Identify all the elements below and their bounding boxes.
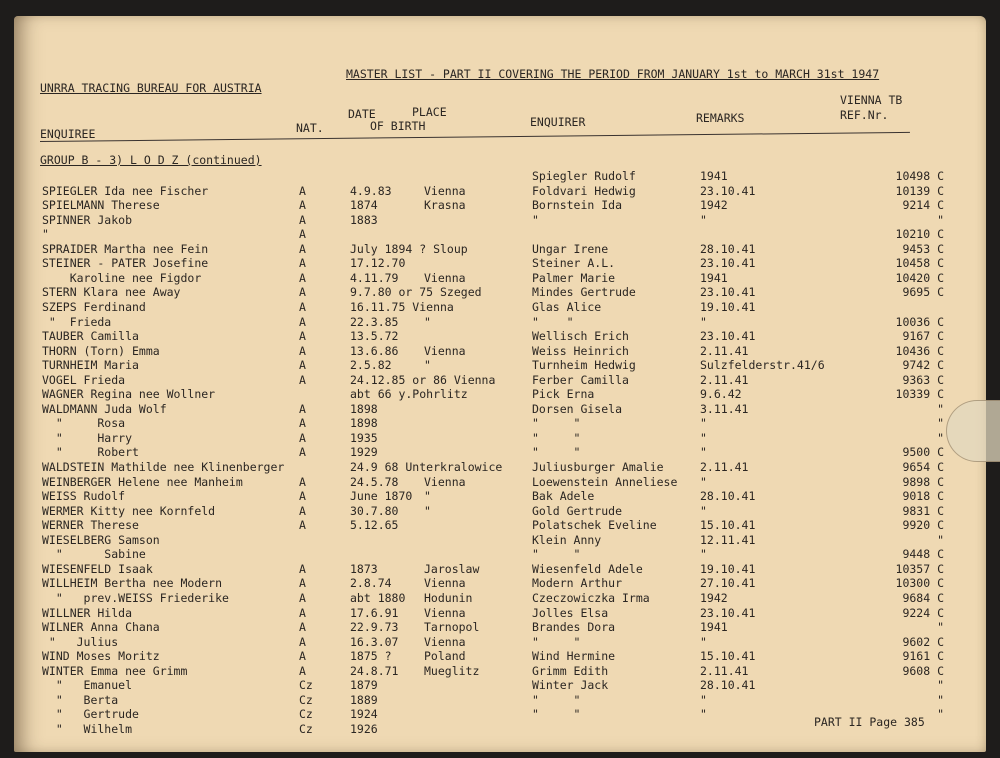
cell-name: " Berta — [42, 692, 119, 707]
cell-ref: 10139 C — [895, 183, 944, 198]
cell-name: " prev.WEISS Friederike — [42, 590, 229, 605]
cell-remarks: 23.10.41 — [700, 183, 756, 198]
cell-name: " Robert — [42, 445, 139, 460]
column-enquirer: ENQUIRER — [530, 115, 586, 129]
cell-place: Krasna — [424, 198, 466, 213]
cell-remarks: 23.10.41 — [700, 605, 756, 620]
table-row — [14, 693, 986, 707]
cell-ref: 10210 C — [895, 227, 944, 242]
cell-nat: A — [299, 518, 306, 533]
cell-name: STEINER - PATER Josefine — [42, 256, 209, 271]
cell-name: WIESENFELD Isaak — [42, 561, 153, 576]
cell-nat: A — [299, 445, 306, 460]
cell-name: TURNHEIM Maria — [42, 358, 139, 373]
cell-remarks: " — [700, 445, 707, 460]
cell-enquirer: Weiss Heinrich — [532, 343, 629, 358]
table-row — [14, 402, 986, 416]
table-row — [14, 256, 986, 270]
cell-remarks: 1941 — [700, 620, 728, 635]
cell-nat: A — [299, 634, 306, 649]
cell-enquirer: Jolles Elsa — [532, 605, 609, 620]
cell-ref: 10436 C — [895, 343, 944, 358]
cell-place: Vienna — [424, 474, 466, 489]
cell-remarks: 1941 — [700, 169, 728, 183]
column-nat: NAT. — [296, 121, 324, 135]
cell-name: WALDMANN Juda Wolf — [42, 401, 167, 416]
cell-place: Vienna — [424, 576, 466, 591]
cell-enquirer: Palmer Marie — [532, 270, 616, 285]
cell-name: " — [42, 227, 49, 242]
cell-nat: A — [299, 663, 306, 678]
cell-ref: 10339 C — [895, 387, 944, 402]
cell-name: WIESELBERG Samson — [42, 532, 160, 547]
cell-ref: 9167 C — [902, 329, 944, 344]
table-row — [14, 489, 986, 503]
cell-ref: 9161 C — [902, 649, 944, 664]
group-label: GROUP B - 3) L O D Z (continued) — [40, 153, 262, 167]
cell-name: " Harry — [42, 430, 133, 445]
cell-nat: A — [299, 256, 306, 271]
cell-nat: A — [299, 474, 306, 489]
cell-ref: 9608 C — [902, 663, 944, 678]
cell-name: WAGNER Regina nee Wollner — [42, 387, 216, 402]
master-list-title: MASTER LIST - PART II COVERING THE PERIOD FROM JANUARY 1st to MARCH 31st 1947 — [346, 67, 880, 81]
cell-remarks: 2.11.41 — [700, 372, 749, 387]
cell-nat: A — [299, 299, 306, 314]
cell-enquirer: Winter Jack — [532, 678, 609, 693]
cell-nat: A — [299, 401, 306, 416]
cell-date: June 1870 — [350, 489, 413, 504]
cell-ref: 9018 C — [902, 489, 944, 504]
cell-date: 24.12.85 or 86 Vienna — [350, 372, 496, 387]
cell-place: Vienna — [424, 183, 466, 198]
cell-remarks: 2.11.41 — [700, 460, 749, 474]
cell-remarks: 28.10.41 — [700, 489, 756, 504]
cell-date: 5.12.65 — [350, 518, 399, 533]
cell-date: 16.3.07 — [350, 634, 399, 649]
cell-name: WALDSTEIN Mathilde nee Klinenberger — [42, 460, 285, 474]
cell-name: WEISS Rudolf — [42, 489, 126, 504]
cell-enquirer: Glas Alice — [532, 299, 602, 314]
cell-remarks: 1941 — [700, 270, 728, 285]
cell-remarks: 23.10.41 — [700, 256, 756, 271]
cell-date: 17.12.70 — [350, 256, 406, 271]
cell-remarks: 19.10.41 — [700, 299, 756, 314]
cell-enquirer: Loewenstein Anneliese — [532, 474, 678, 489]
cell-nat: A — [299, 561, 306, 576]
cell-ref: " — [937, 678, 944, 693]
cell-place: Vienna — [424, 634, 466, 649]
cell-date: 4.9.83 — [350, 183, 392, 198]
cell-nat: Cz — [299, 707, 313, 722]
cell-date: 24.9 68 Unterkralowice — [350, 460, 503, 474]
cell-name: WEINBERGER Helene nee Manheim — [42, 474, 243, 489]
cell-enquirer: " " — [532, 547, 581, 562]
paper-clip-tab — [946, 400, 1000, 462]
cell-date: 1924 — [350, 707, 378, 722]
table-row — [14, 387, 986, 401]
cell-ref: 10357 C — [895, 561, 944, 576]
cell-enquirer: Klein Anny — [532, 532, 602, 547]
cell-remarks: 23.10.41 — [700, 329, 756, 344]
cell-ref: " — [937, 416, 944, 431]
cell-date: 1879 — [350, 678, 378, 693]
cell-name: VOGEL Frieda — [42, 372, 126, 387]
cell-place: Vienna — [424, 270, 466, 285]
organization-title: UNRRA TRACING BUREAU FOR AUSTRIA — [40, 81, 262, 95]
cell-enquirer: Turnheim Hedwig — [532, 358, 636, 373]
cell-date: 1929 — [350, 445, 378, 460]
cell-enquirer: Dorsen Gisela — [532, 401, 623, 416]
cell-ref: 9602 C — [902, 634, 944, 649]
cell-name: WERNER Therese — [42, 518, 139, 533]
cell-date: 1883 — [350, 212, 378, 227]
cell-nat: A — [299, 343, 306, 358]
cell-nat: A — [299, 270, 306, 285]
table-row — [14, 358, 986, 372]
table-row — [14, 213, 986, 227]
table-row — [14, 416, 986, 430]
cell-enquirer: Ungar Irene — [532, 241, 609, 256]
table-row — [14, 591, 986, 605]
cell-enquirer: " " — [532, 314, 574, 329]
cell-remarks: 19.10.41 — [700, 561, 756, 576]
cell-enquirer: Wiesenfeld Adele — [532, 561, 643, 576]
cell-remarks: 12.11.41 — [700, 532, 756, 547]
cell-place: " — [424, 314, 431, 329]
cell-name: THORN (Torn) Emma — [42, 343, 160, 358]
cell-place: Mueglitz — [424, 663, 480, 678]
cell-ref: 10498 C — [895, 169, 944, 183]
cell-nat: A — [299, 241, 306, 256]
cell-remarks: 3.11.41 — [700, 401, 749, 416]
cell-date: 22.3.85 — [350, 314, 399, 329]
cell-nat: A — [299, 183, 306, 198]
table-row — [14, 620, 986, 634]
cell-date: 16.11.75 Vienna — [350, 299, 454, 314]
column-date: DATE — [348, 107, 376, 121]
column-vienna-tb: VIENNA TB — [840, 93, 903, 107]
cell-nat: A — [299, 358, 306, 373]
cell-name: SPINNER Jakob — [42, 212, 133, 227]
column-enquiree: ENQUIREE — [40, 127, 96, 141]
table-row — [14, 533, 986, 547]
cell-ref: " — [937, 532, 944, 547]
table-row — [14, 606, 986, 620]
cell-date: 1873 — [350, 561, 378, 576]
table-row — [14, 562, 986, 576]
cell-enquirer: Grimm Edith — [532, 663, 609, 678]
cell-name: " Frieda — [42, 314, 112, 329]
table-row — [14, 475, 986, 489]
cell-ref: 9920 C — [902, 518, 944, 533]
cell-enquirer: Bak Adele — [532, 489, 595, 504]
cell-remarks: 27.10.41 — [700, 576, 756, 591]
table-row — [14, 504, 986, 518]
cell-nat: A — [299, 198, 306, 213]
cell-remarks: 15.10.41 — [700, 518, 756, 533]
cell-remarks: " — [700, 634, 707, 649]
cell-ref: 9742 C — [902, 358, 944, 373]
cell-nat: A — [299, 430, 306, 445]
table-row — [14, 300, 986, 314]
cell-enquirer: " " — [532, 416, 581, 431]
cell-ref: 9224 C — [902, 605, 944, 620]
cell-name: " Gertrude — [42, 707, 139, 722]
cell-date: abt 66 y.Pohrlitz — [350, 387, 468, 402]
table-row — [14, 635, 986, 649]
cell-remarks: 1942 — [700, 198, 728, 213]
cell-enquirer: Juliusburger Amalie — [532, 460, 664, 474]
table-row — [14, 664, 986, 678]
cell-place: Hodunin — [424, 590, 473, 605]
cell-nat: A — [299, 590, 306, 605]
table-row — [14, 373, 986, 387]
table-row — [14, 184, 986, 198]
cell-enquirer: Czeczowiczka Irma — [532, 590, 650, 605]
cell-ref: " — [937, 212, 944, 227]
table-row — [14, 198, 986, 212]
cell-nat: A — [299, 372, 306, 387]
cell-enquirer: " " — [532, 634, 581, 649]
cell-date: 2.8.74 — [350, 576, 392, 591]
cell-nat: A — [299, 416, 306, 431]
cell-enquirer: " " — [532, 445, 581, 460]
cell-place: Jaroslaw — [424, 561, 480, 576]
table-row — [14, 445, 986, 459]
cell-date: 4.11.79 — [350, 270, 399, 285]
cell-remarks: 9.6.42 — [700, 387, 742, 402]
cell-name: " Rosa — [42, 416, 126, 431]
cell-name: WILLHEIM Bertha nee Modern — [42, 576, 223, 591]
table-row — [14, 460, 986, 474]
column-remarks: REMARKS — [696, 111, 745, 125]
cell-remarks: 23.10.41 — [700, 285, 756, 300]
table-row — [14, 315, 986, 329]
column-of-birth: OF BIRTH — [370, 119, 426, 133]
cell-enquirer: Ferber Camilla — [532, 372, 629, 387]
cell-date: 9.7.80 or 75 Szeged — [350, 285, 482, 300]
cell-ref: 9500 C — [902, 445, 944, 460]
cell-remarks: " — [700, 692, 707, 707]
cell-name: STERN Klara nee Away — [42, 285, 181, 300]
cell-name: WILNER Anna Chana — [42, 620, 160, 635]
cell-date: 1898 — [350, 416, 378, 431]
cell-ref: 9831 C — [902, 503, 944, 518]
table-row — [14, 678, 986, 692]
cell-place: " — [424, 489, 431, 504]
table-row — [14, 271, 986, 285]
cell-remarks: " — [700, 314, 707, 329]
cell-nat: A — [299, 620, 306, 635]
cell-place: Vienna — [424, 343, 466, 358]
cell-place: " — [424, 358, 431, 373]
cell-place: " — [424, 503, 431, 518]
cell-remarks: " — [700, 474, 707, 489]
cell-date: 1926 — [350, 721, 378, 736]
cell-name: " Julius — [42, 634, 119, 649]
cell-nat: A — [299, 503, 306, 518]
cell-name: SPRAIDER Martha nee Fein — [42, 241, 209, 256]
cell-date: 1935 — [350, 430, 378, 445]
cell-name: " Emanuel — [42, 678, 133, 693]
table-row — [14, 547, 986, 561]
cell-ref: " — [937, 692, 944, 707]
cell-enquirer: Polatschek Eveline — [532, 518, 657, 533]
cell-enquirer: Foldvari Hedwig — [532, 183, 636, 198]
cell-enquirer: Spiegler Rudolf — [532, 169, 636, 183]
cell-ref: " — [937, 620, 944, 635]
cell-remarks: 2.11.41 — [700, 663, 749, 678]
table-row — [14, 227, 986, 241]
cell-ref: 9695 C — [902, 285, 944, 300]
cell-date: 30.7.80 — [350, 503, 399, 518]
cell-enquirer: Wellisch Erich — [532, 329, 629, 344]
cell-remarks: " — [700, 547, 707, 562]
cell-enquirer: " " — [532, 707, 581, 722]
cell-remarks: 1942 — [700, 590, 728, 605]
cell-nat: Cz — [299, 721, 313, 736]
table-row — [14, 576, 986, 590]
document-page — [14, 16, 986, 752]
column-place: PLACE — [412, 105, 447, 119]
cell-nat: A — [299, 489, 306, 504]
cell-enquirer: Gold Gertrude — [532, 503, 623, 518]
cell-enquirer: " " — [532, 430, 581, 445]
cell-remarks: 2.11.41 — [700, 343, 749, 358]
cell-nat: A — [299, 329, 306, 344]
cell-nat: A — [299, 212, 306, 227]
cell-name: WIND Moses Moritz — [42, 649, 160, 664]
table-row — [14, 344, 986, 358]
cell-date: 2.5.82 — [350, 358, 392, 373]
cell-remarks: 28.10.41 — [700, 241, 756, 256]
cell-enquirer: Wind Hermine — [532, 649, 616, 664]
cell-name: WILLNER Hilda — [42, 605, 133, 620]
cell-remarks: " — [700, 430, 707, 445]
cell-nat: A — [299, 649, 306, 664]
cell-ref: 9898 C — [902, 474, 944, 489]
cell-place: Vienna — [424, 605, 466, 620]
cell-date: July 1894 ? Sloup — [350, 241, 468, 256]
column-ref-nr: REF.Nr. — [840, 108, 889, 122]
cell-ref: " — [937, 430, 944, 445]
cell-date: 13.5.72 — [350, 329, 399, 344]
cell-date: 1898 — [350, 401, 378, 416]
table-row — [14, 242, 986, 256]
cell-remarks: 28.10.41 — [700, 678, 756, 693]
table-row — [14, 169, 986, 183]
cell-name: WINTER Emma nee Grimm — [42, 663, 188, 678]
cell-name: SZEPS Ferdinand — [42, 299, 146, 314]
cell-nat: A — [299, 227, 306, 242]
cell-ref: " — [937, 707, 944, 722]
table-row — [14, 518, 986, 532]
cell-date: 17.6.91 — [350, 605, 399, 620]
cell-enquirer: Modern Arthur — [532, 576, 623, 591]
cell-nat: Cz — [299, 678, 313, 693]
cell-ref: 9654 C — [902, 460, 944, 474]
cell-place: Poland — [424, 649, 466, 664]
cell-date: 1889 — [350, 692, 378, 707]
cell-name: SPIELMANN Therese — [42, 198, 160, 213]
cell-date: 1874 — [350, 198, 378, 213]
cell-ref: " — [937, 401, 944, 416]
cell-name: Karoline nee Figdor — [42, 270, 202, 285]
cell-remarks: " — [700, 707, 707, 722]
cell-date: abt 1880 — [350, 590, 406, 605]
cell-name: " Sabine — [42, 547, 146, 562]
cell-ref: 9448 C — [902, 547, 944, 562]
cell-ref: 9684 C — [902, 590, 944, 605]
cell-nat: A — [299, 285, 306, 300]
cell-name: SPIEGLER Ida nee Fischer — [42, 183, 209, 198]
cell-ref: 10458 C — [895, 256, 944, 271]
cell-remarks: Sulzfelderstr.41/6 — [700, 358, 825, 373]
cell-nat: Cz — [299, 692, 313, 707]
cell-ref: 9214 C — [902, 198, 944, 213]
cell-place: Tarnopol — [424, 620, 480, 635]
cell-ref: 10420 C — [895, 270, 944, 285]
cell-date: 1875 ? — [350, 649, 392, 664]
cell-remarks: " — [700, 503, 707, 518]
cell-enquirer: Brandes Dora — [532, 620, 616, 635]
cell-nat: A — [299, 605, 306, 620]
cell-enquirer: Bornstein Ida — [532, 198, 623, 213]
cell-name: " Wilhelm — [42, 721, 133, 736]
cell-enquirer: Mindes Gertrude — [532, 285, 636, 300]
table-row — [14, 285, 986, 299]
cell-date: 24.5.78 — [350, 474, 399, 489]
header-rule — [40, 132, 910, 142]
table-row — [14, 649, 986, 663]
cell-enquirer: Pick Erna — [532, 387, 595, 402]
cell-name: WERMER Kitty nee Kornfeld — [42, 503, 216, 518]
cell-name: TAUBER Camilla — [42, 329, 139, 344]
cell-remarks: " — [700, 416, 707, 431]
table-row — [14, 329, 986, 343]
cell-date: 13.6.86 — [350, 343, 399, 358]
cell-ref: 10300 C — [895, 576, 944, 591]
table-row — [14, 431, 986, 445]
cell-enquirer: " — [532, 212, 539, 227]
cell-enquirer: Steiner A.L. — [532, 256, 616, 271]
cell-ref: 9363 C — [902, 372, 944, 387]
cell-ref: 9453 C — [902, 241, 944, 256]
page-footer: PART II Page 385 — [814, 715, 925, 729]
cell-nat: A — [299, 576, 306, 591]
cell-remarks: " — [700, 212, 707, 227]
cell-date: 24.8.71 — [350, 663, 399, 678]
cell-ref: 10036 C — [895, 314, 944, 329]
cell-date: 22.9.73 — [350, 620, 399, 635]
cell-remarks: 15.10.41 — [700, 649, 756, 664]
cell-nat: A — [299, 314, 306, 329]
cell-enquirer: " " — [532, 692, 581, 707]
